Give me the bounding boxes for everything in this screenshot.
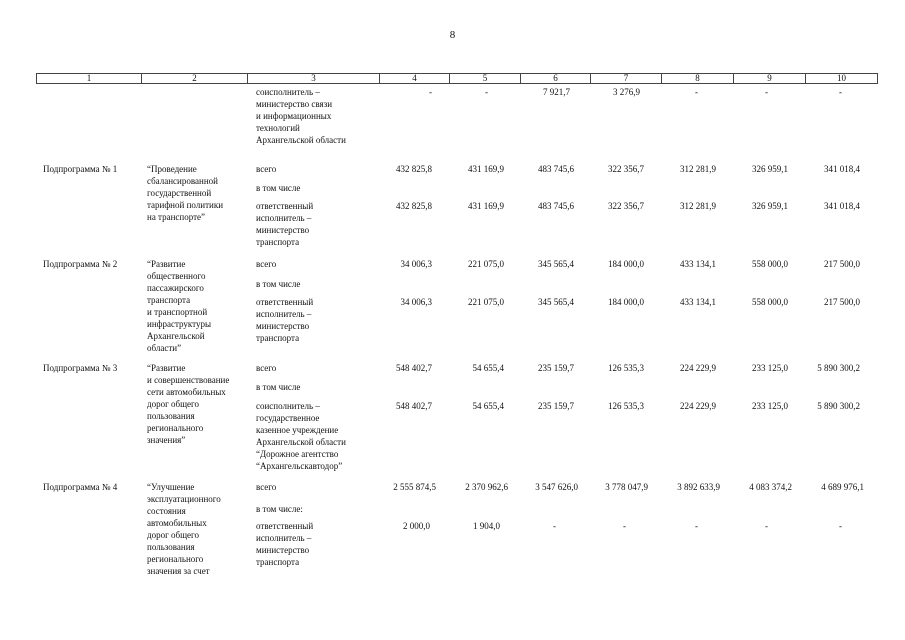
column-number: 7 bbox=[591, 74, 662, 84]
column-number: 6 bbox=[521, 74, 591, 84]
value-cell: 432 825,8 bbox=[396, 201, 432, 211]
total-label: всего bbox=[256, 482, 277, 492]
value-cell: 3 547 626,0 bbox=[535, 482, 578, 492]
including-label: в том числе bbox=[256, 279, 301, 289]
including-label: в том числе bbox=[256, 183, 301, 193]
value-cell: 4 083 374,2 bbox=[749, 482, 792, 492]
value-cell: 345 565,4 bbox=[538, 297, 574, 307]
executor-label: ответственный исполнитель – министерство транспорта bbox=[256, 201, 314, 247]
value-cell: 548 402,7 bbox=[396, 401, 432, 411]
value-cell: 322 356,7 bbox=[608, 164, 644, 174]
value-cell: 3 276,9 bbox=[613, 87, 640, 97]
value-cell: - bbox=[553, 521, 556, 531]
value-cell: 54 655,4 bbox=[472, 363, 504, 373]
total-label: всего bbox=[256, 164, 277, 174]
executor-label: соисполнитель – министерство связи и информационных технологий Архангельской области bbox=[256, 87, 346, 145]
value-cell: 312 281,9 bbox=[680, 164, 716, 174]
executor-label: ответственный исполнитель – министерство транспорта bbox=[256, 297, 314, 343]
value-cell: 2 370 962,6 bbox=[465, 482, 508, 492]
value-cell: 432 825,8 bbox=[396, 164, 432, 174]
value-cell: 341 018,4 bbox=[824, 164, 860, 174]
column-number: 1 bbox=[37, 74, 142, 84]
value-cell: - bbox=[623, 521, 626, 531]
executor-label: соисполнитель – государственное казенное учреждение Архангельской области “Дорожное агентство “Архангельскавтодор” bbox=[256, 401, 346, 471]
value-cell: 184 000,0 bbox=[608, 259, 644, 269]
value-cell: - bbox=[429, 87, 432, 97]
column-number: 3 bbox=[248, 74, 380, 84]
column-number: 9 bbox=[734, 74, 806, 84]
value-cell: 224 229,9 bbox=[680, 401, 716, 411]
value-cell: 184 000,0 bbox=[608, 297, 644, 307]
value-cell: 431 169,9 bbox=[468, 164, 504, 174]
value-cell: - bbox=[765, 521, 768, 531]
value-cell: 233 125,0 bbox=[752, 363, 788, 373]
total-label: всего bbox=[256, 259, 277, 269]
value-cell: 5 890 300,2 bbox=[817, 363, 860, 373]
value-cell: 558 000,0 bbox=[752, 297, 788, 307]
subprogram-title: “Проведение сбалансированной государственной тарифной политики на транспорте” bbox=[147, 164, 224, 222]
value-cell: 235 159,7 bbox=[538, 363, 574, 373]
subprogram-number: Подпрограмма № 4 bbox=[43, 482, 118, 492]
value-cell: 483 745,6 bbox=[538, 164, 574, 174]
value-cell: 326 959,1 bbox=[752, 201, 788, 211]
including-label: в том числе: bbox=[256, 504, 303, 514]
value-cell: 1 904,0 bbox=[473, 521, 500, 531]
value-cell: 126 535,3 bbox=[608, 363, 644, 373]
value-cell: - bbox=[839, 521, 842, 531]
value-cell: 224 229,9 bbox=[680, 363, 716, 373]
value-cell: 345 565,4 bbox=[538, 259, 574, 269]
value-cell: 34 006,3 bbox=[400, 297, 432, 307]
value-cell: - bbox=[839, 87, 842, 97]
including-label: в том числе bbox=[256, 382, 301, 392]
value-cell: 433 134,1 bbox=[680, 259, 716, 269]
column-number: 4 bbox=[380, 74, 450, 84]
value-cell: 221 075,0 bbox=[468, 297, 504, 307]
total-label: всего bbox=[256, 363, 277, 373]
value-cell: 126 535,3 bbox=[608, 401, 644, 411]
value-cell: 326 959,1 bbox=[752, 164, 788, 174]
value-cell: 4 689 976,1 bbox=[821, 482, 864, 492]
value-cell: 3 892 633,9 bbox=[677, 482, 720, 492]
value-cell: 7 921,7 bbox=[543, 87, 570, 97]
value-cell: 2 000,0 bbox=[403, 521, 430, 531]
value-cell: 341 018,4 bbox=[824, 201, 860, 211]
subprogram-number: Подпрограмма № 3 bbox=[43, 363, 118, 373]
value-cell: 217 500,0 bbox=[824, 297, 860, 307]
value-cell: 2 555 874,5 bbox=[393, 482, 436, 492]
value-cell: - bbox=[695, 521, 698, 531]
value-cell: 431 169,9 bbox=[468, 201, 504, 211]
value-cell: - bbox=[765, 87, 768, 97]
value-cell: - bbox=[695, 87, 698, 97]
subprogram-number: Подпрограмма № 2 bbox=[43, 259, 118, 269]
column-number: 2 bbox=[142, 74, 248, 84]
value-cell: 217 500,0 bbox=[824, 259, 860, 269]
value-cell: 235 159,7 bbox=[538, 401, 574, 411]
value-cell: 233 125,0 bbox=[752, 401, 788, 411]
value-cell: 54 655,4 bbox=[472, 401, 504, 411]
column-number: 10 bbox=[806, 74, 878, 84]
value-cell: - bbox=[485, 87, 488, 97]
subprogram-title: “Развитие общественного пассажирского транспорта и транспортной инфраструктуры Архангельской области” bbox=[147, 259, 211, 353]
executor-label: ответственный исполнитель – министерство транспорта bbox=[256, 521, 314, 567]
value-cell: 558 000,0 bbox=[752, 259, 788, 269]
value-cell: 312 281,9 bbox=[680, 201, 716, 211]
value-cell: 5 890 300,2 bbox=[817, 401, 860, 411]
value-cell: 3 778 047,9 bbox=[605, 482, 648, 492]
column-number-header bbox=[36, 73, 878, 84]
value-cell: 322 356,7 bbox=[608, 201, 644, 211]
subprogram-title: “Улучшение эксплуатационного состояния автомобильных дорог общего пользования регионального значения за счет bbox=[147, 482, 221, 576]
page-number: 8 bbox=[449, 29, 456, 41]
value-cell: 221 075,0 bbox=[468, 259, 504, 269]
value-cell: 433 134,1 bbox=[680, 297, 716, 307]
subprogram-number: Подпрограмма № 1 bbox=[43, 164, 118, 174]
subprogram-title: “Развитие и совершенствование сети автомобильных дорог общего пользования регионального значения” bbox=[147, 363, 230, 445]
value-cell: 483 745,6 bbox=[538, 201, 574, 211]
value-cell: 34 006,3 bbox=[400, 259, 432, 269]
value-cell: 548 402,7 bbox=[396, 363, 432, 373]
column-number: 8 bbox=[662, 74, 734, 84]
column-number: 5 bbox=[450, 74, 521, 84]
